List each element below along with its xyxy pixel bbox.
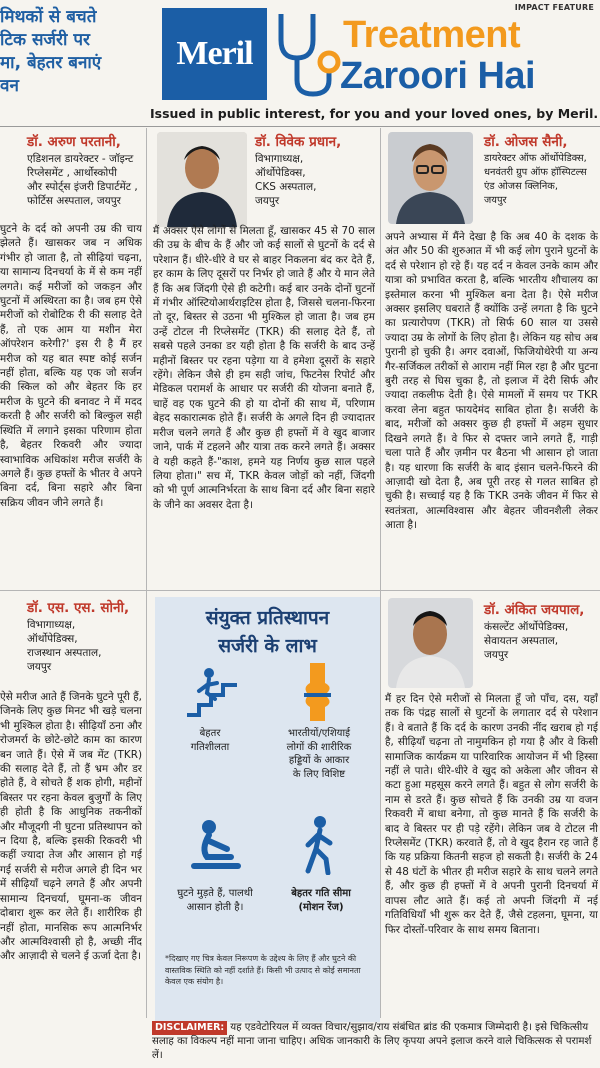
row-divider (0, 590, 600, 591)
walking-person-icon (298, 815, 338, 875)
infographic-title: सर्जरी के लाभ (218, 635, 317, 657)
infographic-title: संयुक्त प्रतिस्थापन (205, 607, 330, 629)
meril-logo: Meril (162, 8, 267, 100)
column-divider (146, 128, 147, 1018)
doctor-quote: मैं अक्सर ऐसे लोगों से मिलता हूँ, खासकर 45 से 70 साल की उम्र के बीच के हैं और जो कई सालों से घुटनों के दर्द से परेशान हैं। धीरे-धीरे वे घर से बाहर निकलना बंद कर देते हैं, हर काम के लिए दूसरों पर निर्भर हो जाते हैं और ये मान लेते हैं कि अब जिंदगी ऐसे ही कटेगी। कई बार उनके दोनों घुटनों में गंभीर ऑस्टियोआर्थराइटिस होता है, जिससे चलना-फिरना तो दूर, बिस्तर से उठना भी मुश्किल हो जाता है। जब हम उन्हें टोटल नी रिप्लेसमेंट (TKR) की सलाह देते हैं, तो सबसे पहले उनका डर यही होता है कि सर्जरी के बाद उन्हें महीनों बिस्तर पर रहना पड़ेगा या वे हमेशा दूसरों के सहारे रहेंगे। लेकिन जैसे ही हम सही जांच, फिटनेस रिपोर्ट और मेडिकल परामर्श के आधार पर सर्जरी की योजना बनाते हैं, चाहें वह एक घुटने की हो या दोनों की साथ में, परिणाम बेहद सकारात्मक होते हैं। सर्जरी के अगले दिन ही ज्यादातर मरीज चलने लगते हैं और कुछ ही हफ्तों में वे खुद बाजार जाने, पार्क में टहलने और यात्रा तक करने लगते हैं। अक्सर वे यही कहते हैं-"काश, हमने यह निर्णय कुछ साल पहले लिया होता।" सच में, TKR केवल जोड़ों को नहीं, जिंदगी को भी पूर्ण आत्मनिर्भरता के साथ बिना दर्द और बिना सहारे के जीने का अवसर देता है। (153, 225, 375, 511)
doctor-name: डॉ. अरुण परतानी, (27, 134, 121, 150)
disclaimer (152, 1021, 598, 1063)
stethoscope-icon (273, 10, 343, 100)
left-headline (0, 6, 140, 98)
infographic-note: *दिखाए गए चित्र केवल निरूपण के उद्देश्य के लिए हैं और घुटने की वास्तविक स्थिति को नहीं दर्शाते हैं। किसी भी उत्पाद से कोई समानता केवल एक संयोग है। (165, 954, 361, 986)
doctor-photo (157, 132, 247, 227)
benefits-infographic (155, 597, 380, 1022)
doctor-quote: अपने अभ्यास में मैंने देखा है कि अब 40 के दशक के अंत और 50 की शुरुआत में भी कई लोग पुराने घुटनों के दर्द से परेशान हो रहे हैं। यह दर्द न केवल उनके काम और यात्रा को प्रभावित करता है, बल्कि भारतीय शौचालय का इस्तेमाल करना भी मुश्किल बना देता है। ऐसे मरीज अक्सर इसलिए घबराते हैं क्योंकि उन्हें लगता है कि घुटने का प्रत्यारोपण (TKR) तो सिर्फ 60 साल या उससे ज्यादा उम्र के लोगों के लिए होता है। लेकिन यह सोच अब पुरानी हो चुकी है। अगर दवाओं, फिजियोथेरेपी या अन्य गैर-सर्जिकल तरीकों से आराम नहीं मिल रहा है और घुटना बुरी तरह से घिस चुका है, तो इलाज में देरी सिर्फ और ज्यादा तकलीफ देती है। ऐसे मामलों में समय पर TKR करवा लेना बहुत फायदेमंद साबित होता है। सर्जरी के बाद, मरीजों को अक्सर कुछ ही हफ्तों में अहम सुधार दिखने लगते हैं। वे फिर से दफ्तर जाने लगते हैं, गाड़ी चला पाते हैं और ज़मीन पर बैठना भी आसान हो जाता है। यह धारणा कि सर्जरी के बाद इंसान चलने-फिरने की आज़ादी खो देता है, अब पूरी तरह से गलत साबित हो चुकी है। सच्चाई यह है कि TKR उनके जीवन में फिर से स्वतंत्रता, आत्मविश्वास और बेहतर जीवनशैली लेकर आता है। (385, 231, 598, 532)
left-headline-line: मिथकों से बचते (0, 7, 97, 27)
disclaimer-text: यह एडवेटोरियल में व्यक्त विचार/सुझाव/राय संबंधित ब्रांड की एकमात्र जिम्मेदारी है। इसे चिकित्सीय सलाह का विकल्प नहीं माना जाना चाहिए। अधिक जानकारी के लिए कृपया अपने इलाज करने वाले चिकित्सक से परामर्श लें। (152, 1022, 592, 1061)
left-headline-line: मा, बेहतर बनाएं (0, 53, 102, 73)
benefit-label: बेहतर गतिशीलता (190, 728, 230, 753)
doctor-name: डॉ. विवेक प्रधान, (255, 134, 342, 150)
doctor-quote: घुटने के दर्द को अपनी उम्र की चाय झेलते हैं। खासकर जब न अधिक गंभीर हो जाता है, तो सीढ़ियां चढ़ना, या सामान्य दिनचर्या के में से कम नहीं लगते। कई मरीजों को जकड़न और घुटनों में अस्थिरता का है। जब हम ऐसे मरीजों को रोबोटिक री की सलाह देते हैं, तो एक आम या मशीन मेरा ऑपरेशन करेगी?' इस री है मैं हर मरीज को यह बात स्पष्ट कोई सर्जन नहीं होता, बल्कि यह एक जो सर्जन की स्किल को और बेहतर कि हर मरीज के घुटने की बनावट ने में मदद करती है और सर्जरी को बिल्कुल सही स्थिति में लगाने इसका परिणाम होता है, बेहतर रिकवरी और ज्यादा स्वाभाविक अधिकांश मरीज सर्जरी के अगले हैं। कुछ हफ्तों के भीतर वे अपने बिना दर्द, बिना सहारे और बिना सक्रिय जीवन जीने लगते हैं। (0, 223, 142, 509)
doctor-designation: डायरेक्टर ऑफ ऑर्थोपेडिक्स, धनवंतरी ग्रुप ऑफ हॉस्पिटल्स एंड ओजस क्लिनिक, जयपुर (484, 153, 587, 206)
benefit-label: बेहतर गति सीमा (मोशन रेंज) (291, 888, 351, 913)
person-icon (157, 132, 247, 227)
doctor-name: डॉ. अंकित जयपाल, (484, 602, 585, 618)
person-icon (388, 132, 473, 224)
column-divider (380, 128, 381, 1018)
knee-joint-icon (295, 663, 340, 721)
doctor-designation: एडिशनल डायरेक्टर - जॉइन्ट रिप्लेसमेंट , आर्थोस्कोपी और स्पोर्ट्स इंजरी डिपार्टमेंट , फोर्टिस अस्पताल, जयपुर (27, 153, 138, 207)
title-treatment: Treatment (343, 14, 521, 56)
subtitle: Issued in public interest, for you and your loved ones, by Meril. (150, 106, 599, 121)
header-divider (0, 126, 600, 127)
person-icon (388, 598, 473, 688)
doctor-photo (388, 598, 473, 688)
benefit-label: भारतीयों/एशियाई लोगों की शारीरिक हड्डियों के आकार के लिए विशिष्ट (286, 728, 352, 780)
doctor-name: डॉ. ओजस सैनी, (484, 134, 568, 150)
kneeling-person-icon (187, 819, 245, 871)
doctor-name: डॉ. एस. एस. सोनी, (27, 600, 130, 616)
disclaimer-tag: DISCLAIMER: (152, 1021, 227, 1035)
impact-feature-label: IMPACT FEATURE (514, 3, 594, 12)
left-headline-line: वन (0, 76, 19, 96)
stairs-climber-icon (185, 667, 240, 717)
left-headline-line: टिक सर्जरी पर (0, 30, 90, 50)
benefit-label: घुटने मुड़ते हैं, पालथी आसान होती है। (177, 888, 253, 913)
doctor-quote: ऐसे मरीज आते हैं जिनके घुटने पूरी हैं, जिनके लिए कुछ मिनट भी खड़े चलना भी मुश्किल होता है। सीढ़ियाँ ठना और रोजमर्रा के छोटे-छोटे काम का कारण बन जाते हैं। ऐसे में जब मेंट (TKR) की सलाह देते हैं, तो हैं भ्रम और डर होते हैं, वे सोचते हैं शक होगी, महीनों बिस्तर पर रहना केवल बुजुर्गों के लिए ही होती है कि आधुनिक तकनीकों और मौजूदगी नी घुटना प्रतिस्थापन को न दिया है, बल्कि इसकी रिकवरी भी कहीं ज्यादा तेज और आसान हो गई गई सर्जरी से मरीज अगले ही दिन भर में सीढ़ियाँ चढ़ने लगते हैं और अपनी सामान्य दिनचर्या, घूमना-क जीवन दोबारा शुरू कर लेते हैं। शारीरिक ही नहीं होता, मानसिक रूप आत्मनिर्भर और आत्मविश्वासी हो है, अच्छी नींद और आज़ादी से चलने ई ऊर्जा देता है। (0, 691, 142, 963)
doctor-quote: मैं हर दिन ऐसे मरीजों से मिलता हूँ जो पाँच, दस, यहाँ तक कि पंद्रह सालों से घुटनों के लगातार दर्द से परेशान हैं। वे बताते हैं कि दर्द के कारण उनकी नींद खराब हो गई है, सीढ़ियाँ चढ़ना तो नामुमकिन हो गया है और वे किसी सामाजिक कार्यक्रम या पारिवारिक आयोजन में भी हिस्सा नहीं ले पाते। धीरे-धीरे वे खुद को अकेला और जीवन से कटा हुआ महसूस करने लगते हैं। बहुत से लोग सर्जरी के नाम से डरते हैं। कुछ सोचते हैं कि उनकी उम्र या वजन रिकवरी में बाधा बनेगा, तो कुछ मानते हैं कि सर्जरी के बाद वे बिस्तर पर ही पड़े रहेंगे। लेकिन जब वे टोटल नी रिप्लेसमेंट (TKR) करवाते हैं, तो वे खुद हैरान रह जाते हैं कि यह प्रक्रिया कितनी सहज हो सकती है। सर्जरी के 24 से 48 घंटों के भीतर ही मरीज सहारे के साथ चलने लगते हैं, और कुछ ही हफ्तों में वे अपनी पुरानी दिनचर्या में वापस लौट आते हैं। कई तो अपनी जिंदगी में नई गतिविधियाँ भी शुरू कर देते हैं, जैसे टहलना, घूमना, या फिर दोस्तों-परिवार के साथ समय बिताना। (385, 693, 598, 936)
doctor-designation: कंसल्टेंट ऑर्थोपेडिक्स, सेवायतन अस्पताल, जयपुर (484, 621, 569, 661)
doctor-designation: विभागाध्यक्ष, ऑर्थोपेडिक्स, राजस्थान अस्पताल, जयपुर (27, 619, 102, 673)
doctor-photo (388, 132, 473, 224)
doctor-designation: विभागाध्यक्ष, ऑर्थोपेडिक्स, CKS अस्पताल, जयपुर (255, 153, 317, 207)
title-zaroori-hai: Zaroori Hai (340, 55, 536, 97)
